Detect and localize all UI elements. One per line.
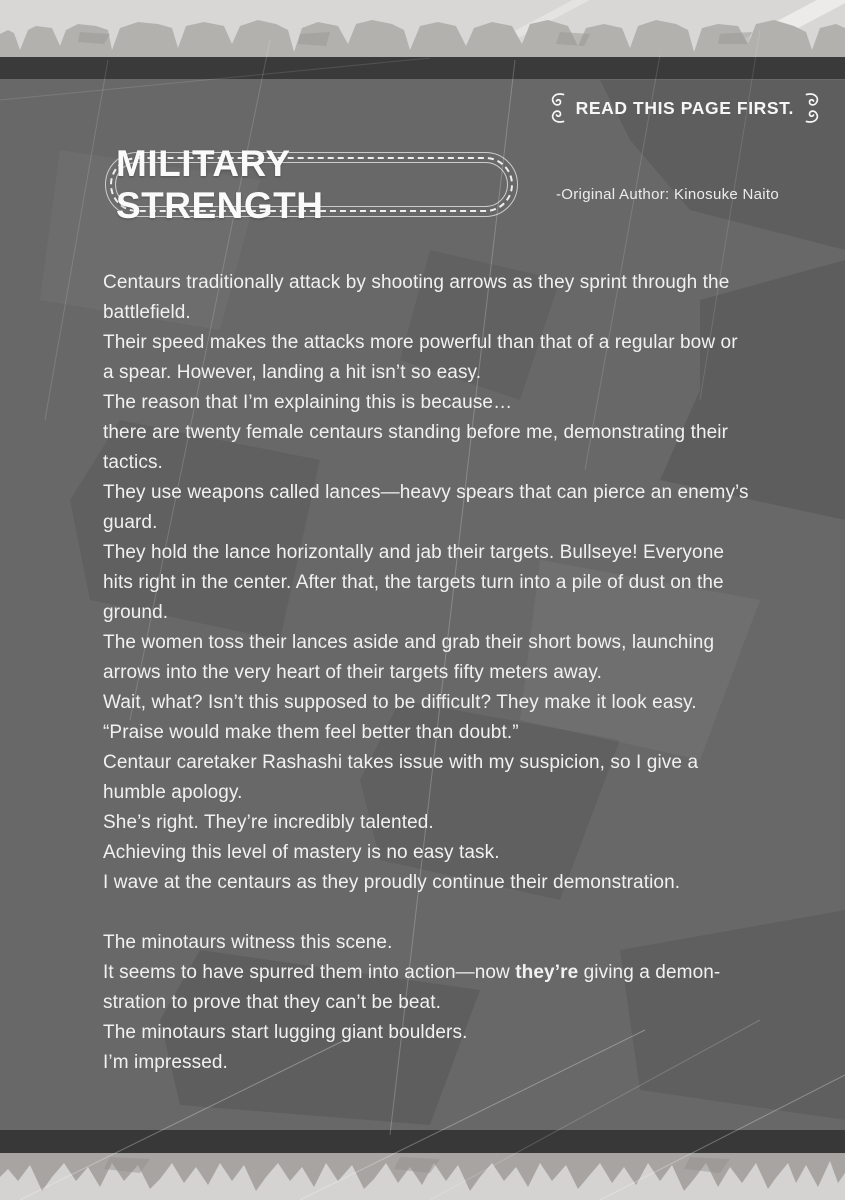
text-line: I’m impressed. (103, 1052, 228, 1073)
text-line: tactics. (103, 452, 163, 473)
text-line: arrows into the very heart of their targets fifty meters away. (103, 662, 602, 683)
title-box-stitch-border (110, 142, 513, 226)
text-line: Centaurs traditionally attack by shooting arrows as they sprint through the (103, 272, 730, 293)
author-credit: -Original Author: Kinosuke Naito (556, 186, 780, 203)
text-line: Wait, what? Isn’t this supposed to be difficult? They make it look easy. (103, 692, 697, 713)
text-line: I wave at the centaurs as they proudly continue their demonstration. (103, 872, 681, 893)
page-title: MILITARY STRENGTH (116, 142, 324, 226)
rocky-edge-bottom (0, 1153, 845, 1200)
text-line: “Praise would make them feel better than doubt.” (103, 722, 519, 743)
text-line: They use weapons called lances—heavy spears that can pierce an enemy’s (103, 482, 749, 503)
text-line: hits right in the center. After that, the targets turn into a pile of dust on the (103, 572, 724, 593)
top-border-band (0, 57, 845, 79)
text-line: The minotaurs witness this scene. (103, 932, 393, 953)
text-line: The women toss their lances aside and grab their short bows, launching (103, 632, 715, 653)
flourish-right-icon (804, 93, 821, 123)
read-first-notice (549, 93, 821, 123)
flourish-left-icon (549, 93, 566, 123)
text-line: Centaur caretaker Rashashi takes issue with my suspicion, so I give a (103, 752, 699, 773)
torn-paper-bottom (0, 1153, 845, 1200)
body-text (103, 268, 809, 1078)
text-line: humble apology. (103, 782, 243, 803)
read-first-text: READ THIS PAGE FIRST. (575, 97, 794, 118)
text-line: a spear. However, landing a hit isn’t so easy. (103, 362, 482, 383)
text-line: Achieving this level of mastery is no easy task. (103, 842, 500, 863)
text-line: ground. (103, 602, 169, 623)
text-line: They hold the lance horizontally and jab their targets. Bullseye! Everyone (103, 542, 725, 563)
text-line: She’s right. They’re incredibly talented. (103, 812, 434, 833)
text-line: Their speed makes the attacks more powerful than that of a regular bow or (103, 332, 738, 353)
title-box (105, 142, 518, 226)
text-segment: giving a demon- (578, 962, 721, 983)
bottom-border-band (0, 1130, 845, 1154)
text-line: there are twenty female centaurs standing before me, demonstrating their (103, 422, 729, 443)
text-segment: It seems to have spurred them into action—now (103, 962, 516, 983)
text-line: stration to prove that they can’t be beat. (103, 992, 441, 1013)
text-line: The minotaurs start lugging giant boulders. (103, 1022, 468, 1043)
text-line: guard. (103, 512, 158, 533)
text-line: The reason that I’m explaining this is because… (103, 392, 513, 413)
text-segment-bold: they’re (515, 962, 579, 983)
text-line (103, 958, 809, 988)
title-box-inner (115, 142, 508, 226)
paragraph-spacer (103, 898, 809, 928)
text-line: battlefield. (103, 302, 191, 323)
